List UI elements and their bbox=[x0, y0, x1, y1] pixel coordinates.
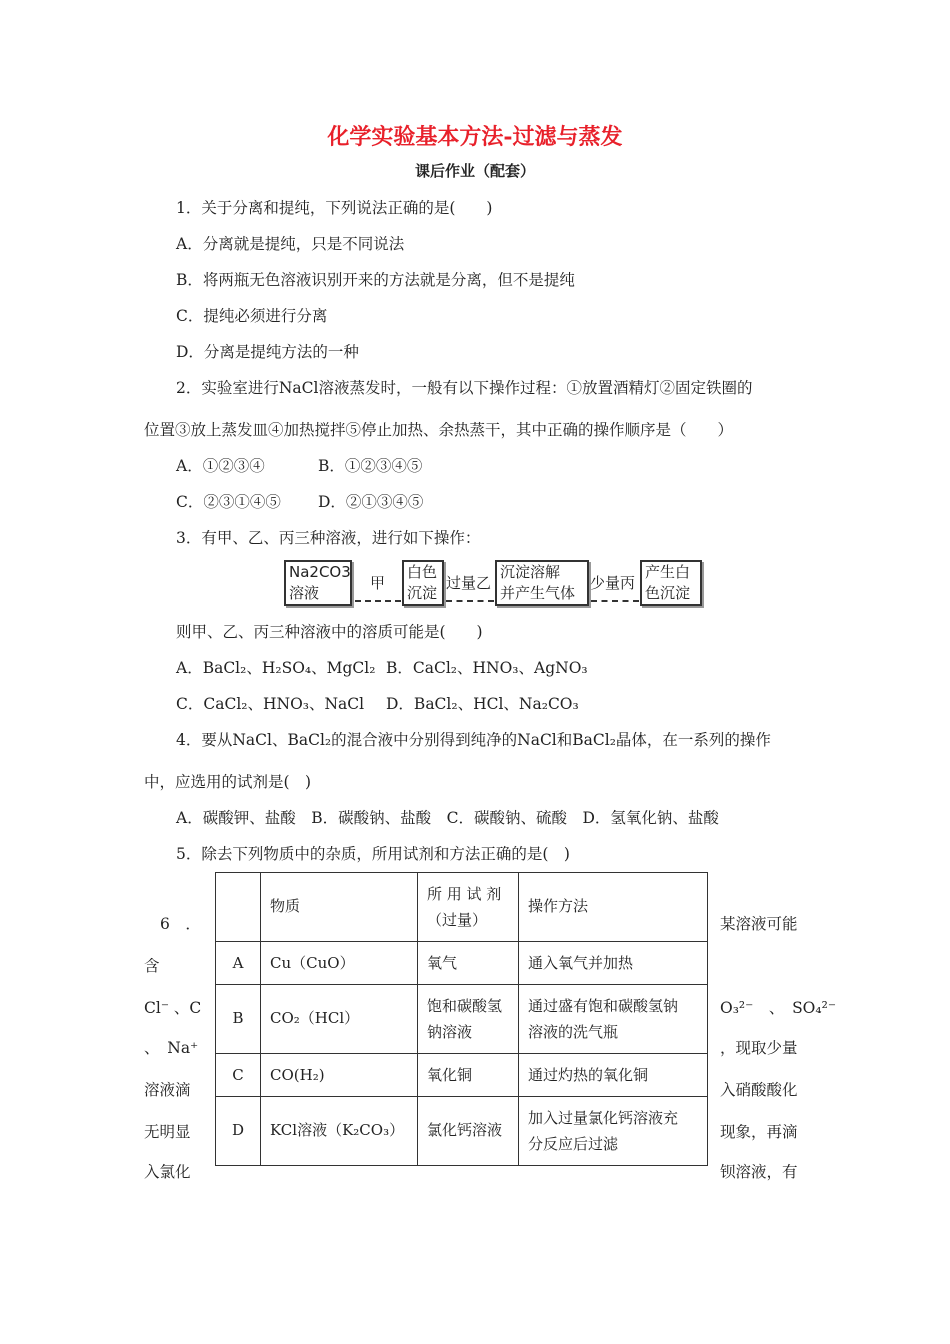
flow-box-white-precipitate-2 bbox=[640, 560, 702, 606]
flow-box-label: 并产生气体 bbox=[500, 584, 576, 602]
q5-table bbox=[215, 872, 708, 1166]
table-row bbox=[216, 1097, 708, 1166]
q1-stem: 1．关于分离和提纯，下列说法正确的是( ) bbox=[176, 199, 493, 217]
table-cell bbox=[261, 985, 418, 1054]
flow-reagent-jia: 甲 bbox=[370, 574, 386, 592]
q6-fragment-left: 入氯化 bbox=[144, 1163, 191, 1181]
q6-fragment-right: ，现取少量 bbox=[720, 1039, 798, 1057]
flow-arrow bbox=[355, 600, 401, 602]
table-cell-label bbox=[216, 985, 261, 1054]
table-cell: Cu（CuO） bbox=[261, 942, 418, 985]
cell-text: 氯化钙溶液 bbox=[427, 1121, 503, 1139]
flow-box-white-precipitate bbox=[402, 560, 444, 606]
table-cell-label: C bbox=[216, 1054, 261, 1097]
q1-option-b: B．将两瓶无色溶液识别开来的方法就是分离，但不是提纯 bbox=[176, 271, 575, 289]
q4-options: A．碳酸钾、盐酸 B．碳酸钠、盐酸 C．碳酸钠、硫酸 D．氢氧化钠、盐酸 bbox=[176, 809, 719, 827]
q3-option-d: D．BaCl₂、HCl、Na₂CO₃ bbox=[386, 695, 579, 713]
q3-option-a: A．BaCl₂、H₂SO₄、MgCl₂ bbox=[176, 659, 376, 677]
q3-option-b: B．CaCl₂、HNO₃、AgNO₃ bbox=[386, 659, 588, 677]
row-label: D bbox=[231, 1121, 245, 1139]
flow-arrow bbox=[446, 600, 494, 602]
table-header-row bbox=[216, 873, 708, 942]
q6-fragment-left: 无明显 bbox=[144, 1123, 191, 1141]
flow-box-dissolve-gas bbox=[495, 560, 589, 606]
q2-option-c: C．②③①④⑤ bbox=[176, 493, 281, 511]
flow-box-label: Na2CO3 bbox=[289, 563, 351, 581]
table-row bbox=[216, 1054, 708, 1097]
table-header-cell: 所 用 试 剂 （过量） bbox=[418, 873, 519, 942]
q6-fragment-right: 入硝酸酸化 bbox=[720, 1081, 798, 1099]
q6-fragment-left: 溶液滴 bbox=[144, 1081, 191, 1099]
q1-option-d: D．分离是提纯方法的一种 bbox=[176, 343, 359, 361]
flow-box-na2co3 bbox=[284, 560, 352, 606]
q6-fragment-left: 含 bbox=[144, 957, 160, 975]
q4-stem-line1: 4．要从NaCl、BaCl₂的混合液中分别得到纯净的NaCl和BaCl₂晶体，在一系列的操作 bbox=[176, 731, 771, 749]
q1-option-a: A．分离就是提纯，只是不同说法 bbox=[176, 235, 405, 253]
table-cell bbox=[418, 1097, 519, 1166]
table-cell: 加入过量氯化钙溶液充 分反应后过滤 bbox=[519, 1097, 708, 1166]
flow-box-label: 沉淀 bbox=[407, 584, 438, 602]
q1-option-c: C．提纯必须进行分离 bbox=[176, 307, 328, 325]
table-cell: 氧气 bbox=[418, 942, 519, 985]
page-subtitle: 课后作业（配套） bbox=[414, 162, 535, 180]
table-cell: CO(H₂) bbox=[261, 1054, 418, 1097]
header-label: 物质 bbox=[270, 897, 301, 915]
q3-stem: 3．有甲、乙、丙三种溶液，进行如下操作： bbox=[176, 529, 481, 547]
q2-option-b: B．①②③④⑤ bbox=[318, 457, 423, 475]
cell-text: KCl溶液（K₂CO₃） bbox=[270, 1121, 405, 1139]
flow-box-label: 产生白 bbox=[645, 563, 691, 581]
table-cell: 氧化铜 bbox=[418, 1054, 519, 1097]
flow-box-label: 溶液 bbox=[289, 584, 320, 602]
table-cell: 通过灼热的氧化铜 bbox=[519, 1054, 708, 1097]
table-cell bbox=[261, 1097, 418, 1166]
table-cell-label: A bbox=[216, 942, 261, 985]
q6-fragment-right: 现象，再滴 bbox=[720, 1123, 798, 1141]
q5-stem: 5．除去下列物质中的杂质，所用试剂和方法正确的是( ) bbox=[176, 845, 570, 863]
flow-box-label: 色沉淀 bbox=[645, 584, 691, 602]
q2-stem-line2: 位置③放上蒸发皿④加热搅拌⑤停止加热、余热蒸干，其中正确的操作顺序是（ ） bbox=[144, 421, 734, 439]
table-row bbox=[216, 942, 708, 985]
table-cell: 饱和碳酸氢 钠溶液 bbox=[418, 985, 519, 1054]
q3-question: 则甲、乙、丙三种溶液中的溶质可能是( ) bbox=[176, 623, 483, 641]
row-label: B bbox=[232, 1009, 244, 1027]
q6-fragment-right: O₃²⁻ 、 SO₄²⁻ bbox=[720, 999, 837, 1017]
flow-reagent-yi: 过量乙 bbox=[446, 574, 492, 592]
table-header-cell bbox=[216, 873, 261, 942]
page-title: 化学实验基本方法-过滤与蒸发 bbox=[327, 124, 623, 150]
table-cell: 通过盛有饱和碳酸氢钠 溶液的洗气瓶 bbox=[519, 985, 708, 1054]
q6-fragment-right: 钡溶液，有 bbox=[720, 1163, 798, 1181]
q3-option-c: C．CaCl₂、HNO₃、NaCl bbox=[176, 695, 365, 713]
header-label: 操作方法 bbox=[528, 897, 589, 915]
table-cell-label bbox=[216, 1097, 261, 1166]
q6-fragment-left: 、 Na⁺ bbox=[144, 1039, 199, 1057]
flow-arrow bbox=[591, 600, 639, 602]
table-row bbox=[216, 985, 708, 1054]
q6-fragment-left: 6 ． bbox=[160, 915, 201, 933]
q6-fragment-left: Cl⁻ 、C bbox=[144, 999, 202, 1017]
table-cell: 通入氧气并加热 bbox=[519, 942, 708, 985]
q6-fragment-right: 某溶液可能 bbox=[720, 915, 798, 933]
flow-reagent-bing: 少量丙 bbox=[590, 574, 636, 592]
q4-stem-line2: 中，应选用的试剂是( ) bbox=[144, 773, 312, 791]
flow-box-label: 沉淀溶解 bbox=[500, 563, 561, 581]
cell-text: CO₂（HCl） bbox=[270, 1009, 360, 1027]
table-header-cell bbox=[519, 873, 708, 942]
q2-stem-line1: 2．实验室进行NaCl溶液蒸发时，一般有以下操作过程：①放置酒精灯②固定铁圈的 bbox=[176, 379, 753, 397]
table-header-cell bbox=[261, 873, 418, 942]
flow-box-label: 白色 bbox=[407, 563, 438, 581]
q2-option-a: A．①②③④ bbox=[176, 457, 265, 475]
q2-option-d: D．②①③④⑤ bbox=[318, 493, 424, 511]
